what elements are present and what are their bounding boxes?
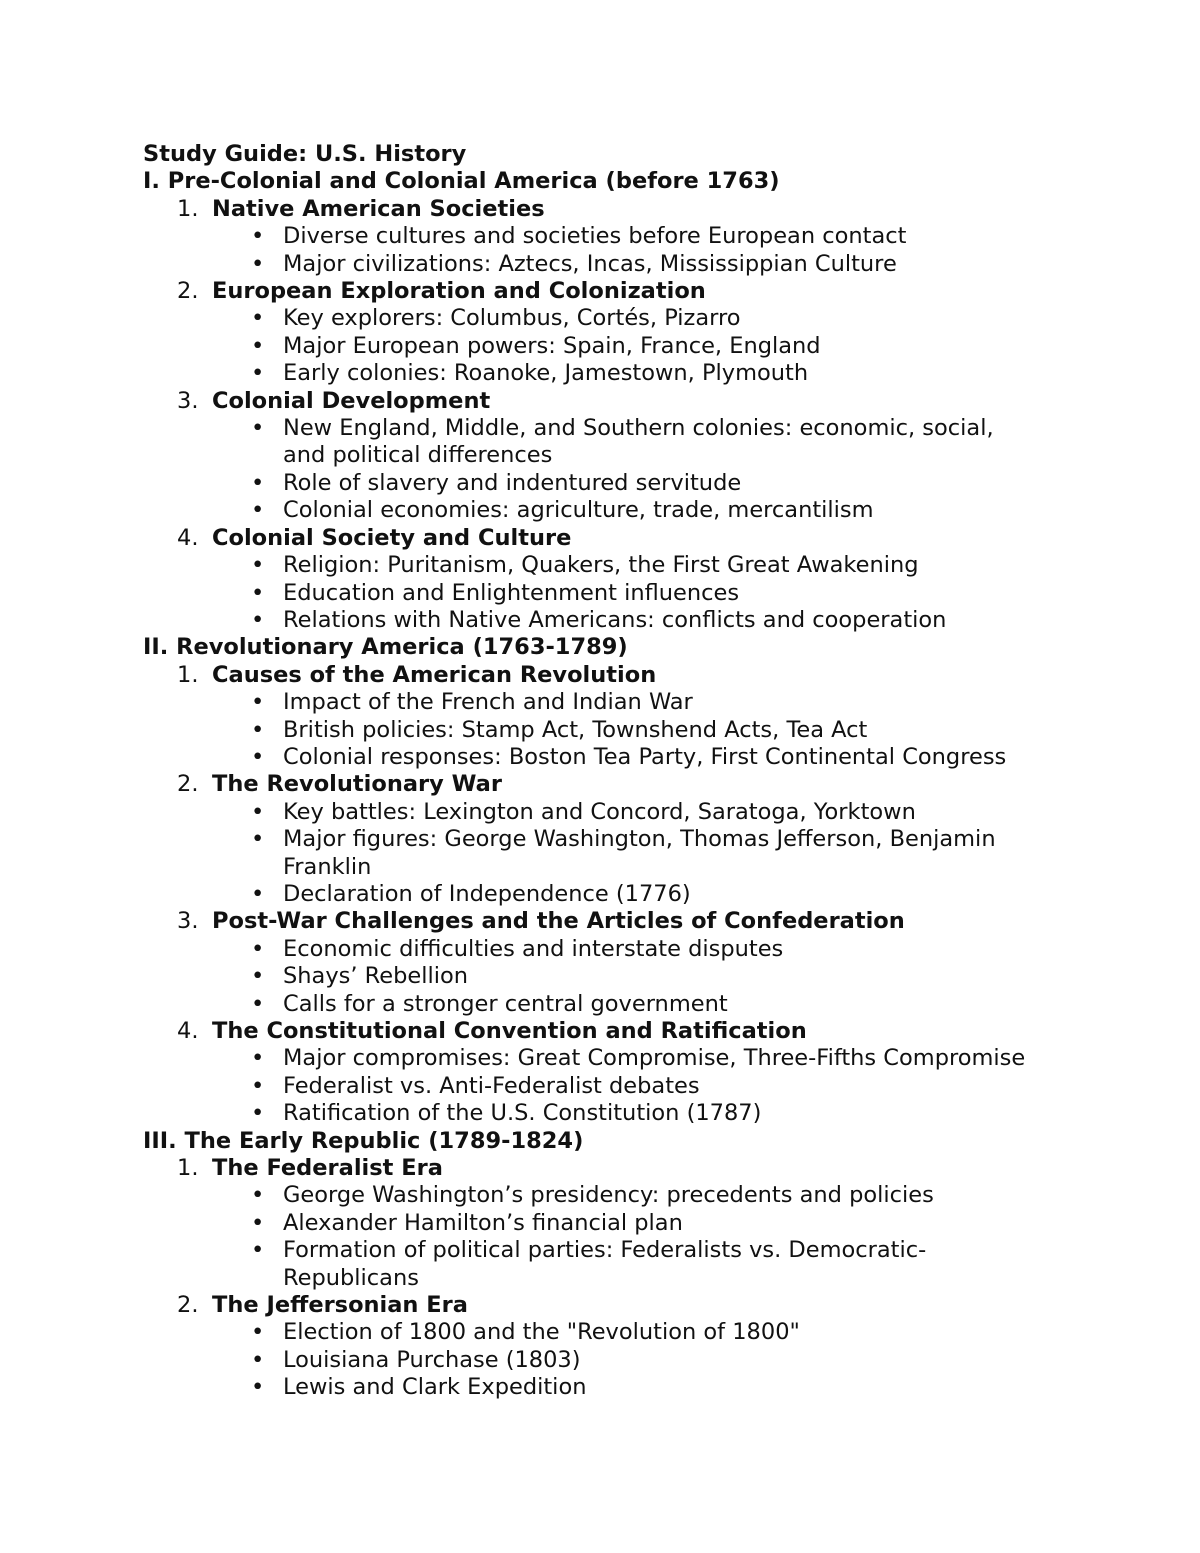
- subsection-heading: [143, 278, 1143, 305]
- list-item: [143, 607, 1028, 634]
- bullet-text: Major compromises: Great Compromise, Three-Fifths Compromise: [283, 1045, 1026, 1072]
- list-item: [143, 991, 1028, 1018]
- document-page: [143, 141, 1143, 1402]
- bullet-text: Calls for a stronger central government: [283, 990, 728, 1017]
- bullet-list: [143, 799, 1143, 909]
- bullet-icon: •: [251, 716, 265, 743]
- bullet-text: Role of slavery and indentured servitude: [283, 469, 742, 496]
- subsection-number: 2.: [177, 278, 199, 305]
- bullet-list: [143, 936, 1143, 1018]
- list-item: [143, 497, 1028, 524]
- bullet-text: Religion: Puritanism, Quakers, the First Great Awakening: [283, 552, 919, 579]
- bullet-text: Economic difficulties and interstate disputes: [283, 935, 784, 962]
- bullet-text: Declaration of Independence (1776): [283, 880, 691, 907]
- subsection-heading: [143, 1018, 1143, 1045]
- bullet-text: Major European powers: Spain, France, England: [283, 332, 821, 359]
- bullet-text: Federalist vs. Anti-Federalist debates: [283, 1072, 700, 1099]
- list-item: [143, 1237, 1028, 1292]
- subsection-number: 3.: [177, 908, 199, 935]
- section-heading: III. The Early Republic (1789-1824): [143, 1127, 584, 1154]
- bullet-icon: •: [251, 1374, 265, 1401]
- bullet-icon: •: [251, 880, 265, 907]
- list-item: [143, 333, 1028, 360]
- subsection-title: Colonial Society and Culture: [212, 524, 572, 551]
- bullet-icon: •: [251, 415, 265, 442]
- bullet-icon: •: [251, 1237, 265, 1264]
- list-item: [143, 1073, 1028, 1100]
- list-item: [143, 1182, 1028, 1209]
- bullet-text: Alexander Hamilton’s financial plan: [283, 1209, 683, 1236]
- bullet-list: [143, 1045, 1143, 1127]
- bullet-text: Education and Enlightenment influences: [283, 579, 740, 606]
- list-item: [143, 305, 1028, 332]
- section-heading: I. Pre-Colonial and Colonial America (before 1763): [143, 168, 780, 195]
- bullet-icon: •: [251, 826, 265, 853]
- bullet-icon: •: [251, 743, 265, 770]
- bullet-list: [143, 552, 1143, 634]
- bullet-icon: •: [251, 469, 265, 496]
- subsection-number: 2.: [177, 771, 199, 798]
- bullet-icon: •: [251, 1072, 265, 1099]
- list-item: [143, 223, 1028, 250]
- bullet-text: Shays’ Rebellion: [283, 963, 469, 990]
- list-item: [143, 744, 1028, 771]
- subsection-heading: [143, 388, 1143, 415]
- bullet-text: Diverse cultures and societies before European contact: [283, 223, 907, 250]
- bullet-list: [143, 1319, 1143, 1401]
- list-item: [143, 580, 1028, 607]
- subsection-title: Native American Societies: [212, 195, 545, 222]
- bullet-text: Major figures: George Washington, Thomas Jefferson, Benjamin Franklin: [283, 826, 996, 880]
- subsection-title: Colonial Development: [212, 387, 491, 414]
- bullet-text: Election of 1800 and the "Revolution of 1800": [283, 1319, 800, 1346]
- bullet-icon: •: [251, 606, 265, 633]
- list-item: [143, 799, 1028, 826]
- subsection-heading: [143, 908, 1143, 935]
- bullet-icon: •: [251, 1346, 265, 1373]
- bullet-icon: •: [251, 223, 265, 250]
- sections-container: [143, 168, 1143, 1401]
- subsection-number: 2.: [177, 1292, 199, 1319]
- list-item: [143, 826, 1028, 881]
- bullet-text: Louisiana Purchase (1803): [283, 1346, 581, 1373]
- bullet-text: British policies: Stamp Act, Townshend Acts, Tea Act: [283, 716, 868, 743]
- bullet-icon: •: [251, 1045, 265, 1072]
- list-item: [143, 1319, 1028, 1346]
- bullet-icon: •: [251, 497, 265, 524]
- bullet-list: [143, 223, 1143, 278]
- list-item: [143, 1210, 1028, 1237]
- subsection-heading: [143, 662, 1143, 689]
- bullet-list: [143, 689, 1143, 771]
- subsection-title: Causes of the American Revolution: [212, 661, 657, 688]
- bullet-icon: •: [251, 798, 265, 825]
- bullet-text: Formation of political parties: Federalists vs. Democratic-Republicans: [283, 1237, 927, 1291]
- bullet-text: Relations with Native Americans: conflicts and cooperation: [283, 606, 947, 633]
- list-item: [143, 936, 1028, 963]
- subsection-title: European Exploration and Colonization: [212, 278, 706, 305]
- subsection-number: 1.: [177, 195, 199, 222]
- subsection-number: 4.: [177, 524, 199, 551]
- bullet-text: Ratification of the U.S. Constitution (1787): [283, 1100, 762, 1127]
- list-item: [143, 251, 1028, 278]
- list-item: [143, 689, 1028, 716]
- bullet-text: George Washington’s presidency: precedents and policies: [283, 1182, 934, 1209]
- section: [143, 634, 1143, 1127]
- list-item: [143, 470, 1028, 497]
- bullet-icon: •: [251, 552, 265, 579]
- bullet-icon: •: [251, 1182, 265, 1209]
- bullet-text: Early colonies: Roanoke, Jamestown, Plymouth: [283, 360, 809, 387]
- bullet-icon: •: [251, 963, 265, 990]
- subsection-title: The Federalist Era: [212, 1155, 443, 1182]
- subsection-heading: [143, 1292, 1143, 1319]
- subsection-number: 1.: [177, 661, 199, 688]
- bullet-text: Major civilizations: Aztecs, Incas, Mississippian Culture: [283, 250, 897, 277]
- bullet-icon: •: [251, 1100, 265, 1127]
- list-item: [143, 415, 1028, 470]
- list-item: [143, 963, 1028, 990]
- bullet-list: [143, 415, 1143, 525]
- bullet-icon: •: [251, 1319, 265, 1346]
- bullet-text: Colonial responses: Boston Tea Party, First Continental Congress: [283, 743, 1007, 770]
- subsection-heading: [143, 771, 1143, 798]
- subsection-title: The Revolutionary War: [212, 771, 502, 798]
- subsection-title: The Constitutional Convention and Ratification: [212, 1018, 807, 1044]
- list-item: [143, 1374, 1028, 1401]
- bullet-icon: •: [251, 1209, 265, 1236]
- subsection-heading: [143, 196, 1143, 223]
- subsection-title: The Jeffersonian Era: [212, 1292, 468, 1319]
- section: [143, 1128, 1143, 1402]
- list-item: [143, 1347, 1028, 1374]
- bullet-icon: •: [251, 332, 265, 359]
- subsection-number: 3.: [177, 387, 199, 414]
- subsection-number: 1.: [177, 1155, 199, 1182]
- bullet-icon: •: [251, 579, 265, 606]
- section: [143, 168, 1143, 634]
- subsection-number: 4.: [177, 1018, 199, 1044]
- subsection-title: Post-War Challenges and the Articles of Confederation: [212, 908, 905, 935]
- bullet-list: [143, 305, 1143, 387]
- document-title: Study Guide: U.S. History: [143, 141, 467, 167]
- bullet-text: Impact of the French and Indian War: [283, 689, 693, 716]
- list-item: [143, 552, 1028, 579]
- list-item: [143, 360, 1028, 387]
- list-item: [143, 1045, 1028, 1072]
- bullet-text: Key battles: Lexington and Concord, Saratoga, Yorktown: [283, 798, 916, 825]
- list-item: [143, 881, 1028, 908]
- bullet-icon: •: [251, 250, 265, 277]
- bullet-icon: •: [251, 935, 265, 962]
- bullet-icon: •: [251, 990, 265, 1017]
- bullet-text: Lewis and Clark Expedition: [283, 1374, 587, 1401]
- subsection-heading: [143, 525, 1143, 552]
- bullet-icon: •: [251, 305, 265, 332]
- bullet-list: [143, 1182, 1143, 1292]
- bullet-text: New England, Middle, and Southern colonies: economic, social, and political differences: [283, 415, 994, 469]
- list-item: [143, 1100, 1028, 1127]
- subsection-heading: [143, 1155, 1143, 1182]
- bullet-icon: •: [251, 689, 265, 716]
- bullet-text: Colonial economies: agriculture, trade, mercantilism: [283, 497, 874, 524]
- bullet-icon: •: [251, 360, 265, 387]
- section-heading: II. Revolutionary America (1763-1789): [143, 634, 628, 661]
- bullet-text: Key explorers: Columbus, Cortés, Pizarro: [283, 305, 741, 332]
- list-item: [143, 717, 1028, 744]
